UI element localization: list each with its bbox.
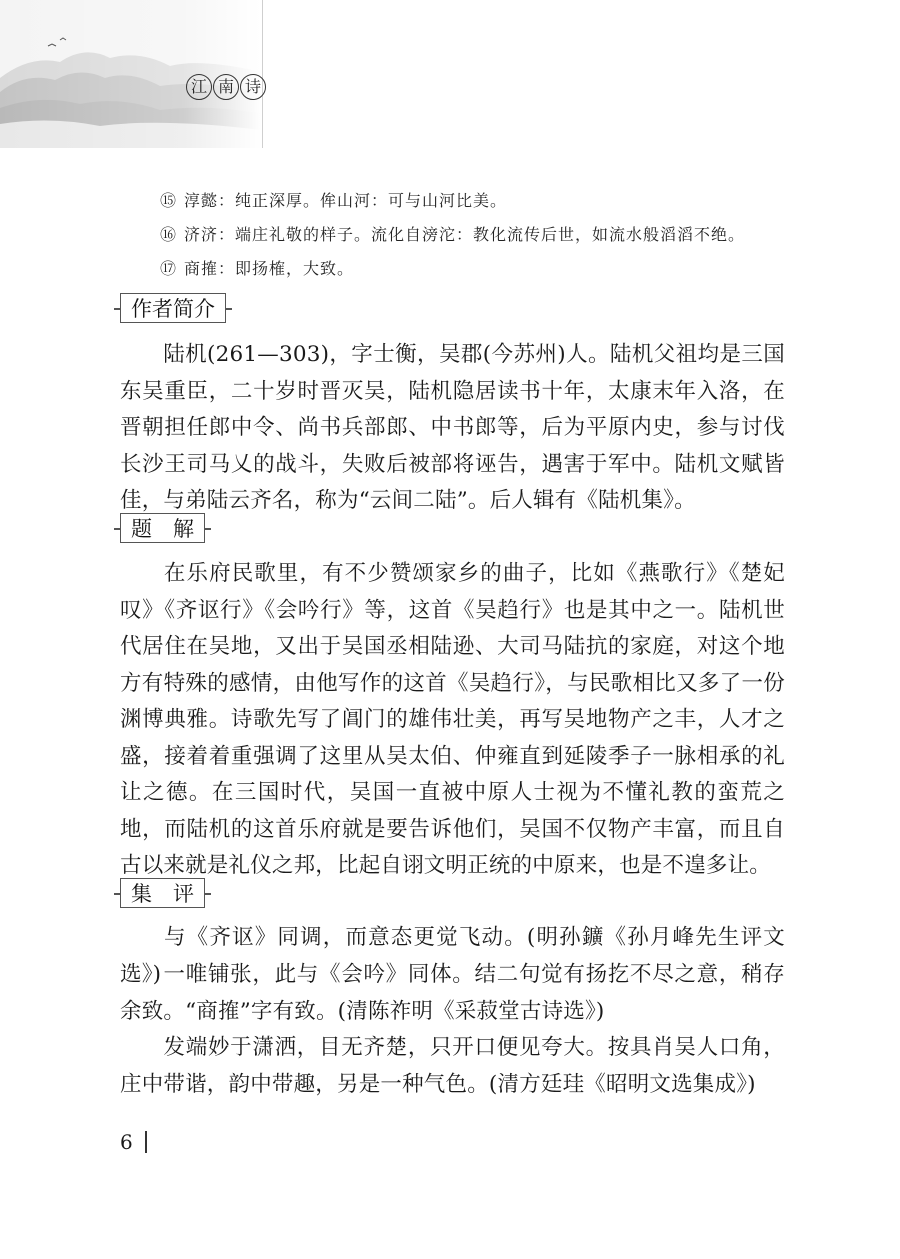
footnote-number: ⑯ [160,225,178,244]
section-heading-explanation [120,513,205,543]
section-heading-label: 集 评 [120,878,205,908]
footnote-15 [160,188,507,211]
footnote-text: 济济：端庄礼敬的样子。流化自滂沱：教化流传后世，如流水般滔滔不绝。 [184,225,746,244]
footnote-text: 淳懿：纯正深厚。侔山河：可与山河比美。 [184,191,508,210]
header-char: 江 [186,74,212,100]
explanation-text: 在乐府民歌里，有不少赞颂家乡的曲子，比如《燕歌行》《楚妃叹》《齐讴行》《会吟行》等，这首《吴趋行》也是其中之一。陆机世代居住在吴地，又出于吴国丞相陆逊、大司马陆抗的家庭，对这个地方有特殊的感情，由他写作的这首《吴趋行》，与民歌相比又多了一份渊博典雅。诗歌先写了阊门的雄伟壮美，再写吴地物产之丰，人才之盛，接着着重强调了这里从吴太伯、仲雍直到延陵季子一脉相承的礼让之德。在三国时代，吴国一直被中原人士视为不懂礼教的蛮荒之地，而陆机的这首乐府就是要告诉他们，吴国不仅物产丰富，而且自古以来就是礼仪之邦，比起自诩文明正统的中原来，也是不遑多让。 [120,561,785,878]
header-char: 诗 [240,74,266,100]
section-heading-label: 题 解 [120,513,205,543]
footnote-17 [160,256,354,279]
page-number: 6 [120,1130,133,1154]
section-heading-label: 作者简介 [120,293,226,323]
page-number-divider [145,1131,147,1153]
footnote-number: ⑮ [160,191,178,210]
commentary-paragraph [120,957,785,1030]
header-char: 南 [213,74,239,100]
commentary-paragraph [120,1030,785,1103]
running-header-title [186,74,266,100]
author-paragraph [120,337,785,520]
commentary-text: 发端妙于潇洒，目无齐楚，只开口便见夸大。按具肖吴人口角，庄中带谐，韵中带趣，另是一种气色。(清方廷珪《昭明文选集成》) [120,1035,785,1097]
footnote-16 [160,222,745,245]
explanation-paragraph [120,556,785,885]
commentary-text: 与《齐讴》同调，而意态更觉飞动。(明孙鑛《孙月峰先生评文选》) [120,925,785,987]
author-text: 陆机(261—303)，字士衡，吴郡(今苏州)人。陆机父祖均是三国东吴重臣，二十岁时晋灭吴，陆机隐居读书十年，太康末年入洛，在晋朝担任郎中令、尚书兵部郎、中书郎等，后为平原内史，参与讨伐长沙王司马乂的战斗，失败后被部将诬告，遇害于军中。陆机文赋皆佳，与弟陆云齐名，称为“云间二陆”。后人辑有《陆机集》。 [120,342,785,513]
footnote-text: 商搉：即扬榷，大致。 [184,259,355,278]
commentary-text: 一唯铺张，此与《会吟》同体。结二句觉有扬扢不尽之意，稍存余致。“商搉”字有致。(清陈祚明《采菽堂古诗选》) [120,962,785,1024]
section-heading-author [120,293,226,323]
footnote-number: ⑰ [160,259,178,278]
section-heading-commentary [120,878,205,908]
